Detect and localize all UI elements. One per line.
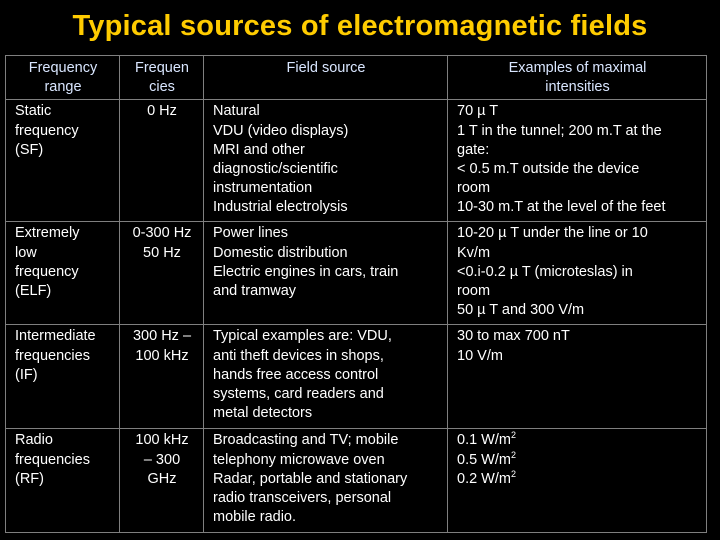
cell-text: Extremely — [15, 225, 80, 242]
cell-text: 100 kHz — [135, 347, 189, 364]
cell-text: 300 Hz – — [132, 328, 192, 345]
cell-text: Power lines — [213, 225, 288, 242]
cell-frequencies — [120, 222, 204, 325]
cell-text: radio transceivers, personal — [213, 490, 392, 507]
cell-text: frequency — [15, 263, 79, 280]
cell-text: mobile radio. — [213, 509, 297, 526]
cell-text: diagnostic/scientific — [213, 161, 338, 178]
header-text: cies — [149, 79, 175, 96]
header-field-source — [204, 56, 448, 100]
rf-example-value: 0.2 W/m — [457, 470, 511, 487]
cell-text: low — [15, 244, 37, 261]
cell-examples — [448, 325, 707, 429]
cell-text: <0.i-0.2 µ T (microteslas) in — [457, 263, 633, 280]
cell-text: Radio — [15, 432, 53, 449]
em-fields-table — [5, 55, 707, 533]
cell-frequency-range — [6, 222, 120, 325]
table-row — [6, 222, 707, 325]
cell-text: frequencies — [15, 451, 90, 468]
cell-frequencies — [120, 100, 204, 222]
cell-text: Kv/m — [457, 244, 491, 261]
rf-example-exponent: 2 — [510, 430, 516, 441]
header-text: intensities — [545, 79, 610, 96]
cell-field-source — [204, 100, 448, 222]
header-examples — [448, 56, 707, 100]
table-row — [6, 325, 707, 429]
cell-text: MRI and other — [213, 141, 305, 158]
cell-text: < 0.5 m.T outside the device — [457, 161, 640, 178]
cell-frequencies — [120, 325, 204, 429]
cell-text: systems, card readers and — [213, 386, 384, 403]
header-text: range — [44, 79, 82, 96]
cell-text: Industrial electrolysis — [213, 199, 348, 216]
header-text: Examples of maximal — [508, 60, 647, 76]
cell-text: VDU (video displays) — [213, 122, 349, 139]
cell-text: room — [457, 283, 491, 300]
cell-text: – 300 — [143, 451, 181, 468]
cell-text: Intermediate — [15, 328, 96, 345]
cell-text: 50 Hz — [143, 244, 181, 261]
cell-text: 10 V/m — [457, 347, 503, 364]
cell-text: Electric engines in cars, train — [213, 263, 399, 280]
cell-frequencies — [120, 429, 204, 533]
table-row — [6, 429, 707, 533]
cell-field-source — [204, 222, 448, 325]
rf-example-value: 0.1 W/m — [457, 432, 511, 449]
cell-text: (RF) — [15, 470, 44, 487]
cell-text: Static — [15, 103, 52, 120]
cell-text: 70 µ T — [457, 103, 499, 120]
header-text: Frequency — [28, 60, 98, 76]
cell-text: room — [457, 180, 491, 197]
cell-text: Natural — [213, 103, 260, 120]
cell-text: 50 µ T and 300 V/m — [457, 302, 585, 319]
cell-text: (SF) — [15, 141, 44, 158]
cell-text: Radar, portable and stationary — [213, 470, 408, 487]
cell-text: gate: — [457, 141, 490, 158]
cell-examples — [448, 429, 707, 533]
cell-text: 0-300 Hz — [132, 225, 192, 242]
cell-frequency-range — [6, 100, 120, 222]
rf-example-line — [457, 451, 698, 470]
cell-field-source — [204, 325, 448, 429]
cell-text: and tramway — [213, 283, 297, 300]
page-title: Typical sources of electromagnetic fields — [72, 10, 648, 42]
header-frequencies — [120, 56, 204, 100]
cell-text: hands free access control — [213, 366, 379, 383]
header-text: Frequen — [134, 60, 189, 76]
cell-text: (IF) — [15, 366, 38, 383]
rf-example-line — [457, 431, 698, 450]
cell-text: metal detectors — [213, 405, 313, 422]
cell-text: GHz — [147, 470, 177, 487]
cell-examples — [448, 100, 707, 222]
cell-text: frequency — [15, 122, 79, 139]
cell-text: Broadcasting and TV; mobile — [213, 432, 399, 449]
cell-text: 1 T in the tunnel; 200 m.T at the — [457, 122, 662, 139]
table-row — [6, 100, 707, 222]
cell-text: telephony microwave oven — [213, 451, 385, 468]
cell-text: 0 Hz — [147, 103, 177, 120]
header-text: Field source — [286, 60, 366, 76]
cell-examples — [448, 222, 707, 325]
cell-text: Domestic distribution — [213, 244, 348, 261]
cell-text: 30 to max 700 nT — [457, 328, 570, 345]
rf-example-exponent: 2 — [510, 468, 516, 479]
cell-text: (ELF) — [15, 283, 52, 300]
header-frequency-range — [6, 56, 120, 100]
rf-example-line — [457, 470, 698, 489]
rf-example-value: 0.5 W/m — [457, 451, 511, 468]
cell-field-source — [204, 429, 448, 533]
cell-text: instrumentation — [213, 180, 313, 197]
cell-text: frequencies — [15, 347, 90, 364]
cell-text: 10-20 µ T under the line or 10 — [457, 225, 648, 242]
cell-frequency-range — [6, 325, 120, 429]
cell-text: 10-30 m.T at the level of the feet — [457, 199, 666, 216]
rf-example-exponent: 2 — [510, 449, 516, 460]
table-header-row — [6, 56, 707, 100]
cell-text: 100 kHz — [135, 432, 189, 449]
cell-text: anti theft devices in shops, — [213, 347, 384, 364]
cell-frequency-range — [6, 429, 120, 533]
cell-text: Typical examples are: VDU, — [213, 328, 392, 345]
